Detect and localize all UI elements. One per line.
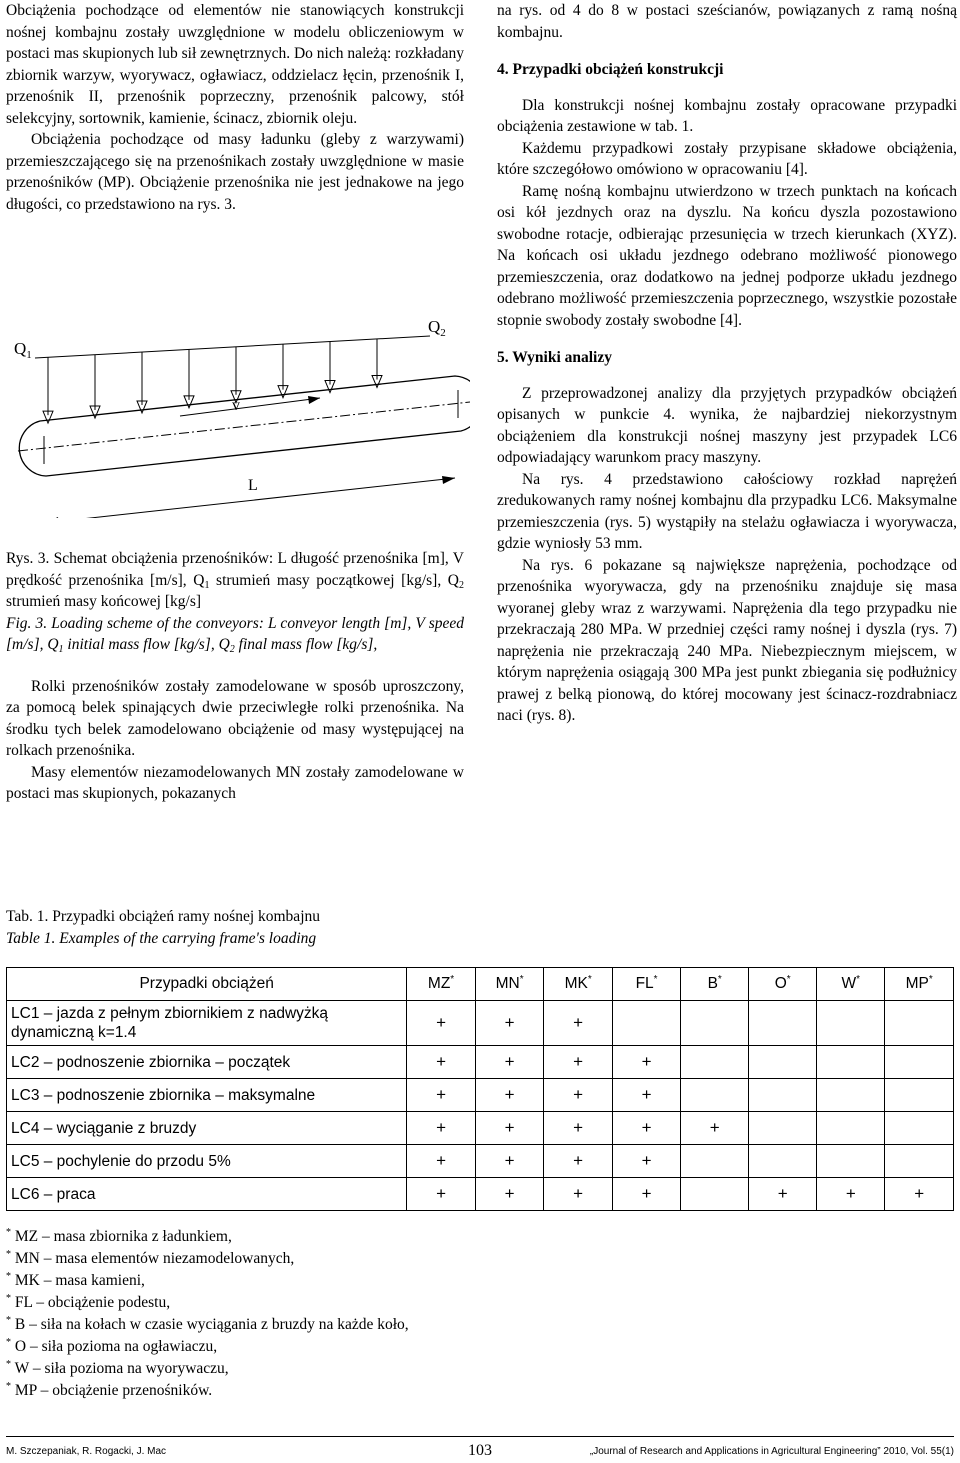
header-cell: W* (817, 968, 885, 1001)
section-heading: 4. Przypadki obciążeń konstrukcji (497, 61, 724, 78)
svg-text:Q1 (14, 339, 32, 361)
table-cell (681, 1001, 749, 1046)
table-cell (612, 1001, 680, 1046)
table-caption-pl: Tab. 1. Przypadki obciążeń ramy nośnej kombajnu (6, 908, 320, 925)
table-cell: + (612, 1046, 680, 1079)
table-cell: + (612, 1178, 680, 1211)
table-cell: + (544, 1046, 613, 1079)
table-cell (885, 1112, 954, 1145)
left-column (6, 0, 464, 215)
load-case-label: LC2 – podnoszenie zbiornika – początek (7, 1046, 407, 1079)
legend-item: * W – siła pozioma na wyorywaczu, (6, 1359, 229, 1377)
table-cell: + (407, 1178, 476, 1211)
table-cell: + (681, 1112, 749, 1145)
table-cell: + (407, 1112, 476, 1145)
table-cell: + (475, 1079, 544, 1112)
footer-journal: „Journal of Research and Applications in Agricultural Engineering” 2010, Vol. 55(1) (589, 1446, 954, 1457)
table-cell (749, 1145, 817, 1178)
page-number: 103 (468, 1442, 492, 1459)
table-row (7, 1046, 954, 1079)
table-cell: + (407, 1001, 476, 1046)
conveyor-load-scheme (0, 318, 470, 518)
legend-item: * MK – masa kamieni, (6, 1271, 145, 1289)
table-row (7, 1112, 954, 1145)
table-cell (681, 1145, 749, 1178)
table-cell (681, 1178, 749, 1211)
header-cell: FL* (612, 968, 680, 1001)
table-cell: + (475, 1145, 544, 1178)
header-cell: MP* (885, 968, 954, 1001)
table-cell (885, 1145, 954, 1178)
header-cell: B* (681, 968, 749, 1001)
right-column (497, 0, 957, 727)
paragraph: Rolki przenośników zostały zamodelowane w sposób uproszczony, za pomocą belek spinających dwie przeciwległe rolki przenośnika. Na środku tych belek zamodelowano obciążenie od masy występującej na rolkach przenośnika. (6, 677, 464, 759)
table-cell (749, 1001, 817, 1046)
table-cell: + (544, 1079, 613, 1112)
table-cell: + (544, 1178, 613, 1211)
table-cell: + (475, 1178, 544, 1211)
table-cell: + (544, 1145, 613, 1178)
table-legend (6, 1226, 626, 1402)
paragraph: Na rys. 6 pokazane są największe naprężenia, pochodzące od przenośnika wyorywacza, gdy na przenośniku znajduje się masa wyoranej gleby wraz z warzywami. Naprężenia dla tego przypadku nie przekraczają 280 MPa. W przedniej części ramy nośnej i dyszla (rys. 7) naprężenia nie przekraczają 240 MPa. Niebezpiecznym miejscem, w którym naprężenia osiągają 300 MPa jest punkt zbiegania się podłużnicy prawej z belką pionową, do której mocowany jest ścinacz-rozdrabniacz naci (rys. 8). (497, 556, 957, 724)
table-cell (749, 1079, 817, 1112)
label-q1: Q (14, 339, 27, 358)
table-cell (681, 1079, 749, 1112)
paragraph: Z przeprowadzonej analizy dla przyjętych przypadków obciążeń opisanych w punkcie 4. wynika, że najbardziej niekorzystnym obciążeniem dla konstrukcji nośnej maszyny jest przypadek LC6 odpowiadający warunkom pracy maszyny. (497, 384, 957, 466)
label-q1-sub: 1 (26, 349, 32, 361)
table-cell: + (749, 1178, 817, 1211)
table-cell (817, 1079, 885, 1112)
table-cell: + (475, 1046, 544, 1079)
load-case-label: LC1 – jazda z pełnym zbiornikiem z nadwyżką dynamiczną k=1.4 (7, 1001, 407, 1046)
table-cell: + (407, 1046, 476, 1079)
table-caption (6, 906, 506, 949)
paragraph: Każdemu przypadkowi zostały przypisane składowe obciążenia, które szczegółowo omówiono w opracowaniu [4]. (497, 139, 957, 178)
load-case-label: LC4 – wyciąganie z bruzdy (7, 1112, 407, 1145)
paragraph: na rys. od 4 do 8 w postaci sześcianów, powiązanych z ramą nośną kombajnu. (497, 2, 957, 41)
load-case-label: LC3 – podnoszenie zbiornika – maksymalne (7, 1079, 407, 1112)
header-cell: MK* (544, 968, 613, 1001)
legend-item: * MP – obciążenie przenośników. (6, 1381, 213, 1399)
left-column-lower (6, 548, 464, 805)
table-cell (817, 1046, 885, 1079)
header-cell: O* (749, 968, 817, 1001)
label-v: v (232, 397, 240, 414)
table-caption-en: Table 1. Examples of the carrying frame's loading (6, 929, 317, 947)
paragraph: Obciążenia pochodzące od elementów nie stanowiących konstrukcji nośnej kombajnu zostały uwzględnione w modelu obliczeniowym w postaci mas skupionych lub sił zewnętrznych. Do nich należą: rozkładany zbiornik warzyw, wyorywacz, ogławiacz, oddzielacz łęcin, przenośnik I, przenośnik II, przenośnik poprzeczny, przenośnik palcowy, stół selekcyjny, sortownik, kamienie, ścinacz, zbiornik oleju. (6, 2, 464, 127)
footer-authors: M. Szczepaniak, R. Rogacki, J. Mac (6, 1446, 167, 1457)
table-header-row (7, 968, 954, 1001)
table-cell: + (885, 1178, 954, 1211)
load-case-label: LC6 – praca (7, 1178, 407, 1211)
table-row (7, 1079, 954, 1112)
label-l: L (248, 477, 258, 494)
legend-item: * O – siła pozioma na ogławiaczu, (6, 1337, 218, 1355)
table-row (7, 1145, 954, 1178)
paragraph: Obciążenia pochodzące od masy ładunku (gleby z warzywami) przemieszczającego się na przenośnikach zostały uwzględnione w masie przenośników (MP). Obciążenie przenośnika nie jest jednakowe na jego długości, co przedstawiono na rys. 3. (6, 131, 464, 213)
legend-item: * B – siła na kołach w czasie wyciągania z bruzdy na każde koło, (6, 1315, 409, 1333)
table-cell (749, 1112, 817, 1145)
table-cell (885, 1001, 954, 1046)
table-cell: + (817, 1178, 885, 1211)
load-cases-table (6, 967, 954, 1211)
header-cell: MZ* (407, 968, 476, 1001)
label-q2: Q (428, 318, 441, 336)
table-cell (749, 1046, 817, 1079)
table-cell (817, 1001, 885, 1046)
paragraph: Masy elementów niezamodelowanych MN zostały zamodelowane w postaci mas skupionych, pokazanych (6, 763, 464, 802)
table-cell (885, 1046, 954, 1079)
table-row (7, 1001, 954, 1046)
paragraph: Na rys. 4 przedstawiono całościowy rozkład naprężeń zredukowanych ramy nośnej kombajnu dla przypadku LC6. Maksymalne przemieszczenia (rys. 5) wystąpiły na stelażu ogławiacza i wyorywacza, gdzie wyniosły 53 mm. (497, 470, 957, 552)
table-cell: + (475, 1112, 544, 1145)
load-case-label: LC5 – pochylenie do przodu 5% (7, 1145, 407, 1178)
figure-caption-en: Fig. 3. Loading scheme of the conveyors: L conveyor length [m], V speed [m/s], $Q_1$ initial mass flow [kg/s], $Q_2$ final mass flow [kg/s], (6, 614, 464, 655)
table-cell (817, 1112, 885, 1145)
table-cell: + (544, 1001, 613, 1046)
table-cell (885, 1079, 954, 1112)
svg-text:Q2 (428, 318, 446, 339)
paragraph: Ramę nośną kombajnu utwierdzono w trzech punktach na końcach osi kół jezdnych oraz na dyszlu. Na końcu dyszla pozostawiono swobodne rotacje, odbierając przesunięcia w trzech kierunkach (XYZ). Na końcach osi układu jezdnego odebrano możliwość pionowego przemieszczenia, oraz dodatkowo na jednej podporze układu jezdnego odebrano możliwość przemieszczenia poprzecznego, wszystkie pozostałe stopnie swobody zostały swobodne [4]. (497, 182, 957, 329)
paragraph: Dla konstrukcji nośnej kombajnu zostały opracowane przypadki obciążenia zestawione w tab. 1. (497, 96, 957, 135)
table-cell: + (407, 1079, 476, 1112)
header-cell: MN* (475, 968, 544, 1001)
table-cell: + (407, 1145, 476, 1178)
figure-caption-pl: Rys. 3. Schemat obciążenia przenośników: L długość przenośnika [m], V prędkość przenośnika [m/s], $Q_1$ strumień masy początkowej [kg/s], $Q_2$ strumień masy końcowej [kg/s] (6, 550, 464, 610)
table-cell: + (612, 1145, 680, 1178)
table-cell: + (612, 1079, 680, 1112)
table-cell: + (612, 1112, 680, 1145)
legend-item: * FL – obciążenie podestu, (6, 1293, 171, 1311)
footer-rule (6, 1436, 954, 1437)
header-cell: Przypadki obciążeń (7, 968, 407, 1001)
table-cell: + (544, 1112, 613, 1145)
legend-item: * MZ – masa zbiornika z ładunkiem, (6, 1227, 232, 1245)
table-cell (681, 1046, 749, 1079)
label-q2-sub: 2 (440, 327, 446, 339)
section-heading: 5. Wyniki analizy (497, 349, 612, 366)
table-cell (817, 1145, 885, 1178)
table-cell: + (475, 1001, 544, 1046)
legend-item: * MN – masa elementów niezamodelowanych, (6, 1249, 295, 1267)
table-row (7, 1178, 954, 1211)
